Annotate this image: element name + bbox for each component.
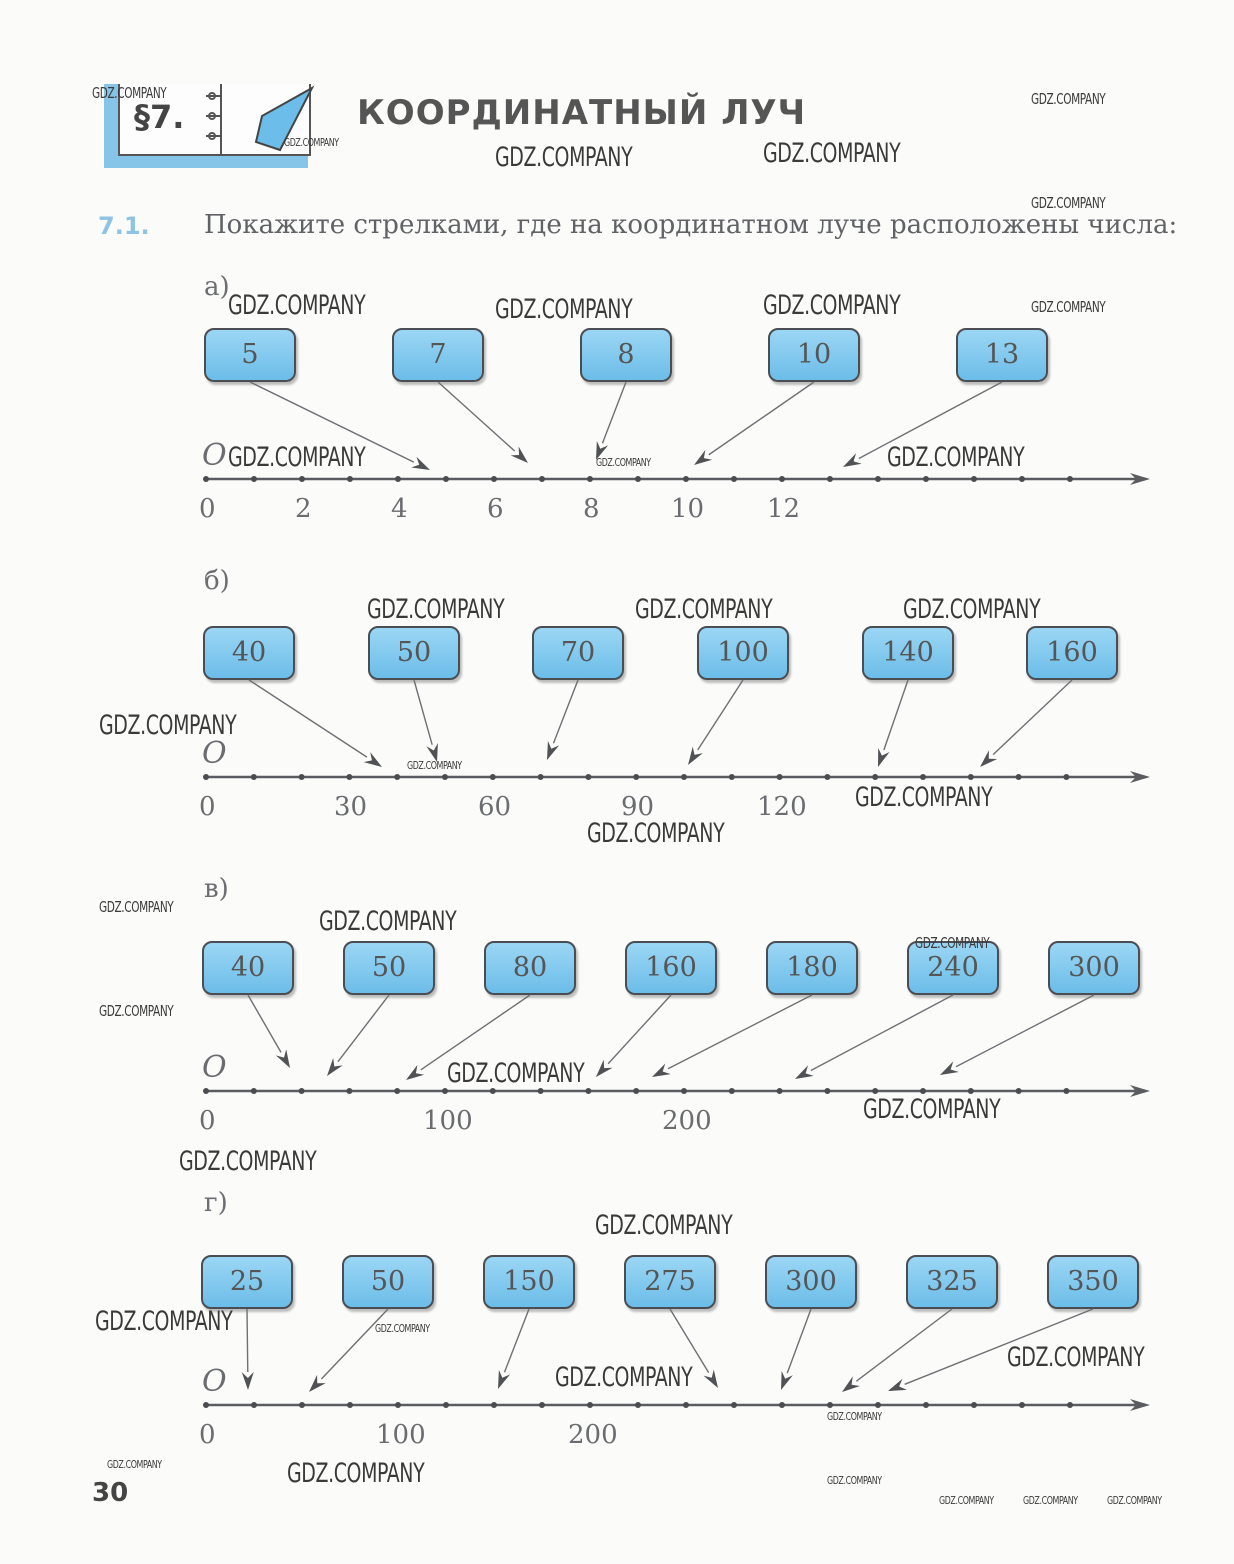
number-box: 275 xyxy=(624,1255,716,1309)
tick-mark xyxy=(968,774,974,780)
tick-mark xyxy=(681,774,687,780)
watermark: GDZ.COMPANY xyxy=(287,1458,425,1489)
tick-mark xyxy=(491,476,497,482)
pointer-arrowhead xyxy=(795,1065,814,1079)
tick-label: 8 xyxy=(583,494,600,524)
watermark: GDZ.COMPANY xyxy=(827,1474,882,1487)
tick-mark xyxy=(251,476,257,482)
number-box: 160 xyxy=(625,941,717,995)
pointer-arrow xyxy=(249,680,367,757)
pointer-arrowhead xyxy=(364,752,382,767)
watermark: GDZ.COMPANY xyxy=(495,142,633,173)
section-title: КООРДИНАТНЫЙ ЛУЧ xyxy=(357,93,807,133)
tick-mark xyxy=(346,774,352,780)
pointer-arrow xyxy=(608,995,671,1064)
pointer-arrow xyxy=(248,995,281,1052)
pointer-arrowhead xyxy=(327,1058,343,1076)
tick-mark xyxy=(971,476,977,482)
exercise-label: г) xyxy=(204,1188,228,1218)
watermark: GDZ.COMPANY xyxy=(179,1146,317,1177)
watermark: GDZ.COMPANY xyxy=(1007,1342,1145,1373)
pointer-arrowhead xyxy=(242,1372,254,1390)
tick-mark xyxy=(251,1088,257,1094)
tick-mark xyxy=(585,1088,591,1094)
watermark: GDZ.COMPANY xyxy=(92,84,167,102)
tick-label: 30 xyxy=(334,792,368,822)
watermark: GDZ.COMPANY xyxy=(447,1058,585,1089)
tick-mark xyxy=(827,476,833,482)
tick-mark xyxy=(971,1402,977,1408)
pointer-arrow xyxy=(709,382,814,455)
watermark: GDZ.COMPANY xyxy=(1023,1494,1078,1507)
tick-mark xyxy=(490,774,496,780)
tick-label: 0 xyxy=(199,1420,216,1450)
tick-mark xyxy=(1016,1088,1022,1094)
tick-mark xyxy=(203,476,209,482)
tick-mark xyxy=(299,476,305,482)
pointer-arrow xyxy=(321,1309,388,1379)
tick-mark xyxy=(779,476,785,482)
number-box: 70 xyxy=(532,626,624,680)
pointer-arrow xyxy=(884,680,908,750)
pointer-arrow xyxy=(811,995,953,1071)
tick-mark xyxy=(1063,774,1069,780)
number-box: 100 xyxy=(697,626,789,680)
tick-mark xyxy=(779,1402,785,1408)
number-box: 300 xyxy=(765,1255,857,1309)
pointer-arrowhead xyxy=(688,747,703,765)
watermark: GDZ.COMPANY xyxy=(855,782,993,813)
tick-mark xyxy=(251,774,257,780)
pointer-arrow xyxy=(505,1309,529,1372)
tick-mark xyxy=(827,1402,833,1408)
number-box: 50 xyxy=(342,1255,434,1309)
pointer-arrowhead xyxy=(498,1370,510,1389)
tick-mark xyxy=(203,1088,209,1094)
watermark: GDZ.COMPANY xyxy=(635,594,773,625)
tick-label: 100 xyxy=(423,1106,473,1136)
origin-label: O xyxy=(202,1364,227,1399)
tick-label: 2 xyxy=(295,494,312,524)
pointer-arrowhead xyxy=(411,457,430,470)
number-box: 350 xyxy=(1047,1255,1139,1309)
tick-mark xyxy=(824,774,830,780)
watermark: GDZ.COMPANY xyxy=(407,759,462,772)
watermark: GDZ.COMPANY xyxy=(319,906,457,937)
tick-mark xyxy=(731,476,737,482)
task-number: 7.1. xyxy=(98,212,150,240)
tick-label: 100 xyxy=(376,1420,426,1450)
tick-mark xyxy=(683,476,689,482)
tick-label: 60 xyxy=(478,792,512,822)
watermark: GDZ.COMPANY xyxy=(763,138,901,169)
watermark: GDZ.COMPANY xyxy=(1031,90,1106,108)
pointer-arrowhead xyxy=(547,741,559,760)
exercise-label: б) xyxy=(204,566,230,596)
exercise-label: а) xyxy=(204,272,230,302)
page-number: 30 xyxy=(92,1478,129,1508)
origin-label: O xyxy=(202,736,227,771)
tick-label: 12 xyxy=(767,494,801,524)
number-box: 10 xyxy=(768,328,860,382)
watermark: GDZ.COMPANY xyxy=(763,290,901,321)
number-box: 50 xyxy=(368,626,460,680)
number-box: 40 xyxy=(202,941,294,995)
pointer-arrowhead xyxy=(704,1370,718,1388)
tick-label: 4 xyxy=(391,494,408,524)
origin-label: O xyxy=(202,438,227,473)
number-box: 325 xyxy=(906,1255,998,1309)
tick-mark xyxy=(729,1088,735,1094)
watermark: GDZ.COMPANY xyxy=(99,710,237,741)
pointer-arrowhead xyxy=(694,450,712,465)
watermark: GDZ.COMPANY xyxy=(915,934,990,952)
exercise-label: в) xyxy=(204,874,229,904)
pointer-arrow xyxy=(787,1309,811,1373)
tick-mark xyxy=(395,1402,401,1408)
tick-mark xyxy=(635,1402,641,1408)
tick-mark xyxy=(633,774,639,780)
tick-mark xyxy=(1067,1402,1073,1408)
tick-mark xyxy=(395,476,401,482)
pointer-arrow xyxy=(554,680,578,743)
tick-mark xyxy=(491,1402,497,1408)
tick-mark xyxy=(635,476,641,482)
tick-mark xyxy=(1019,476,1025,482)
watermark: GDZ.COMPANY xyxy=(903,594,1041,625)
watermark: GDZ.COMPANY xyxy=(228,442,366,473)
number-box: 7 xyxy=(392,328,484,382)
origin-label: O xyxy=(202,1050,227,1085)
tick-label: 0 xyxy=(199,494,216,524)
tick-mark xyxy=(299,774,305,780)
tick-label: 0 xyxy=(199,1106,216,1136)
number-box: 80 xyxy=(484,941,576,995)
pointer-arrowhead xyxy=(888,1379,907,1391)
watermark: GDZ.COMPANY xyxy=(228,290,366,321)
tick-mark xyxy=(920,774,926,780)
pointer-arrowhead xyxy=(843,453,862,467)
number-box: 8 xyxy=(580,328,672,382)
pointer-arrow xyxy=(993,680,1072,755)
pointer-arrowhead xyxy=(940,1061,959,1075)
watermark: GDZ.COMPANY xyxy=(99,1002,174,1020)
number-box: 300 xyxy=(1048,941,1140,995)
pointer-arrowhead xyxy=(652,1063,671,1077)
tick-mark xyxy=(585,774,591,780)
tick-label: 200 xyxy=(568,1420,618,1450)
number-box: 25 xyxy=(201,1255,293,1309)
number-box: 50 xyxy=(343,941,435,995)
number-box: 13 xyxy=(956,328,1048,382)
pointer-arrow xyxy=(247,1309,248,1372)
watermark: GDZ.COMPANY xyxy=(367,594,505,625)
watermark: GDZ.COMPANY xyxy=(1031,298,1106,316)
pointer-arrow xyxy=(856,1309,952,1381)
pointer-arrowhead xyxy=(406,1065,424,1080)
tick-mark xyxy=(923,476,929,482)
tick-mark xyxy=(777,1088,783,1094)
watermark: GDZ.COMPANY xyxy=(827,1410,882,1423)
watermark: GDZ.COMPANY xyxy=(595,1210,733,1241)
watermark: GDZ.COMPANY xyxy=(1031,194,1106,212)
tick-label: 6 xyxy=(487,494,504,524)
number-box: 180 xyxy=(766,941,858,995)
pointer-arrowhead xyxy=(842,1376,860,1392)
watermark: GDZ.COMPANY xyxy=(887,442,1025,473)
watermark: GDZ.COMPANY xyxy=(863,1094,1001,1125)
watermark: GDZ.COMPANY xyxy=(555,1362,693,1393)
tick-mark xyxy=(203,774,209,780)
tick-mark xyxy=(538,774,544,780)
tick-mark xyxy=(875,1402,881,1408)
number-box: 240 xyxy=(907,941,999,995)
tick-mark xyxy=(203,1402,209,1408)
tick-mark xyxy=(633,1088,639,1094)
tick-mark xyxy=(539,1402,545,1408)
number-box: 5 xyxy=(204,328,296,382)
watermark: GDZ.COMPANY xyxy=(107,1458,162,1471)
tick-mark xyxy=(587,1402,593,1408)
pointer-arrow xyxy=(668,995,812,1069)
number-box: 150 xyxy=(483,1255,575,1309)
watermark: GDZ.COMPANY xyxy=(596,456,651,469)
tick-label: 0 xyxy=(199,792,216,822)
watermark: GDZ.COMPANY xyxy=(284,136,339,149)
pointer-arrowhead xyxy=(878,748,890,767)
tick-mark xyxy=(346,1088,352,1094)
tick-mark xyxy=(539,476,545,482)
number-box: 40 xyxy=(203,626,295,680)
tick-mark xyxy=(587,476,593,482)
watermark: GDZ.COMPANY xyxy=(375,1322,430,1335)
tick-mark xyxy=(394,1088,400,1094)
tick-mark xyxy=(872,774,878,780)
pointer-arrow xyxy=(602,382,626,443)
tick-label: 200 xyxy=(662,1106,712,1136)
tick-mark xyxy=(1019,1402,1025,1408)
tick-mark xyxy=(1016,774,1022,780)
tick-mark xyxy=(1067,476,1073,482)
paragraph-number: §7. xyxy=(134,98,185,136)
tick-mark xyxy=(824,1088,830,1094)
watermark: GDZ.COMPANY xyxy=(495,294,633,325)
pointer-arrow xyxy=(338,995,389,1062)
tick-label: 90 xyxy=(621,792,655,822)
number-box: 160 xyxy=(1026,626,1118,680)
watermark: GDZ.COMPANY xyxy=(95,1306,233,1337)
pointer-arrow xyxy=(698,680,743,750)
tick-mark xyxy=(875,476,881,482)
tick-mark xyxy=(299,1088,305,1094)
pointer-arrow xyxy=(414,680,432,745)
tick-mark xyxy=(777,774,783,780)
pointer-arrow xyxy=(438,382,515,451)
watermark: GDZ.COMPANY xyxy=(939,1494,994,1507)
watermark: GDZ.COMPANY xyxy=(1107,1494,1162,1507)
tick-mark xyxy=(1063,1088,1069,1094)
tick-mark xyxy=(299,1402,305,1408)
pointer-arrow xyxy=(956,995,1094,1067)
tick-mark xyxy=(729,774,735,780)
tick-mark xyxy=(923,1402,929,1408)
tick-mark xyxy=(347,476,353,482)
tick-label: 10 xyxy=(671,494,705,524)
tick-mark xyxy=(683,1402,689,1408)
tick-mark xyxy=(394,774,400,780)
number-box: 140 xyxy=(862,626,954,680)
watermark: GDZ.COMPANY xyxy=(587,818,725,849)
tick-mark xyxy=(347,1402,353,1408)
tick-mark xyxy=(443,476,449,482)
tick-mark xyxy=(442,774,448,780)
pointer-arrowhead xyxy=(781,1371,793,1390)
watermark: GDZ.COMPANY xyxy=(99,898,174,916)
tick-mark xyxy=(443,1402,449,1408)
task-text: Покажите стрелками, где на координатном луче расположены числа: xyxy=(204,210,1178,240)
tick-label: 120 xyxy=(757,792,807,822)
tick-mark xyxy=(681,1088,687,1094)
tick-mark xyxy=(731,1402,737,1408)
pointer-arrowhead xyxy=(276,1049,290,1068)
tick-mark xyxy=(251,1402,257,1408)
